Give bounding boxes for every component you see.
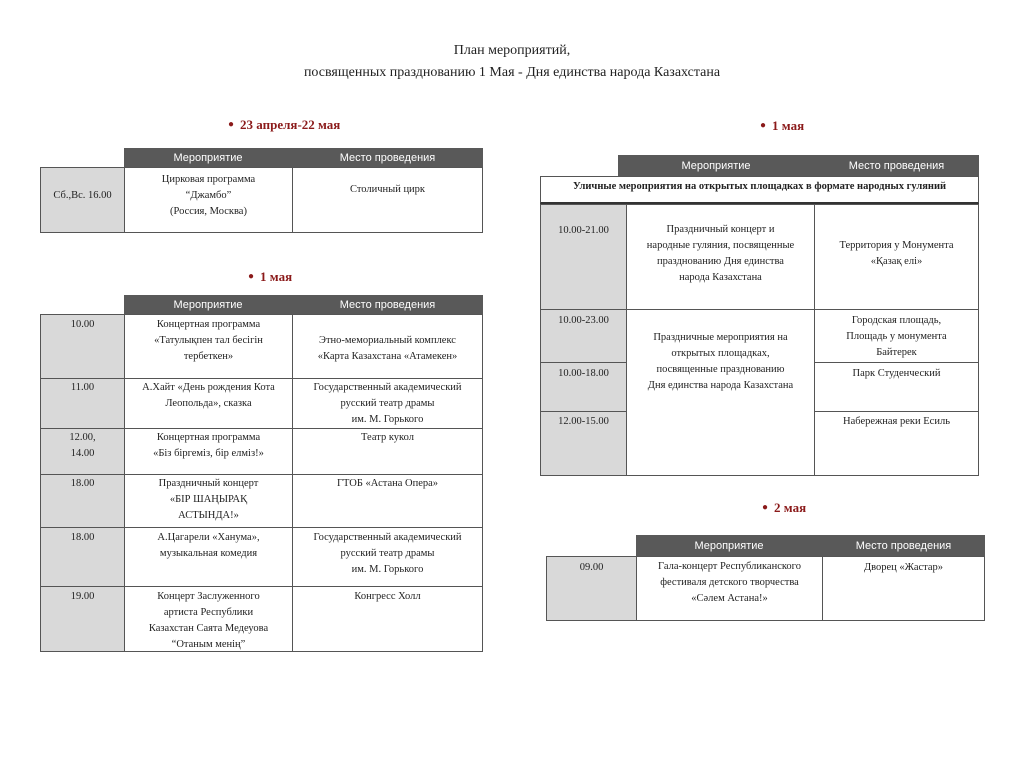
col-place: Место проведения: [848, 159, 945, 172]
table-apr-event-cell: Цирковая программа “Джамбо” (Россия, Москва): [124, 167, 293, 233]
table-apr-time-cell: Сб.,Вс. 16.00: [40, 167, 125, 233]
table-row: 12.00, 14.00: [69, 432, 96, 459]
col-event: Мероприятие: [694, 539, 764, 552]
page-title: [0, 40, 1024, 84]
table-row-event: Праздничный концерт и народные гуляния, посвященные празднованию Дня единства народа Казахстана: [646, 224, 795, 283]
table-row: 10.00-18.00: [558, 368, 609, 379]
bullet-may1-right: ● 1 мая: [760, 118, 805, 133]
table-apr-place-cell: Столичный цирк: [292, 167, 483, 233]
table-row-place: Этно-мемориальный комплекс «Карта Казахстана «Атамекен»: [317, 335, 458, 362]
col-event: Мероприятие: [173, 298, 243, 311]
may1-right-time-column: [540, 204, 627, 476]
table-row-place: Территория у Монумента «Қазақ елі»: [839, 240, 954, 267]
bullet-icon: ●: [760, 120, 767, 131]
table-row-event: А.Хайт «День рождения Кота Леопольда», сказка: [142, 382, 275, 409]
col-event: Мероприятие: [173, 151, 243, 164]
bullet-apr: ● 23 апреля-22 мая: [228, 117, 341, 132]
col-place: Место проведения: [339, 298, 436, 311]
table-row-event: А.Цагарели «Ханума», музыкальная комедия: [157, 532, 260, 559]
table-row: 10.00: [70, 319, 95, 330]
title-line-1: План мероприятий,: [453, 43, 571, 58]
table-row-event: Концертная программа «Біз біргеміз, бір елміз!»: [153, 432, 264, 459]
table-row-event: Концертная программа «Татулықпен тал бесігін тербеткен»: [154, 319, 263, 362]
col-place: Место проведения: [339, 151, 436, 164]
table-row: 10.00-23.00: [558, 315, 609, 326]
table-row-place: Театр кукол: [361, 432, 414, 443]
table-may1-left-header: [124, 295, 483, 314]
table-row-place: Государственный академический русский театр драмы им. М. Горького: [313, 532, 462, 575]
table-row-place: Городская площадь, Площадь у монумента Байтерек: [846, 315, 947, 358]
title-line-2: посвященных празднованию 1 Мая - Дня единства народа Казахстана: [303, 65, 721, 80]
table-row-event: Праздничные мероприятия на открытых площадках, посвященные празднованию Дня единства народа Казахстана: [647, 332, 794, 391]
bullet-icon: ●: [762, 502, 769, 513]
table-may2-header: [636, 535, 985, 556]
table-row-event: Концерт Заслуженного артиста Республики Казахстан Саята Медеуова “Отаным менің”: [148, 591, 269, 650]
table-row: 12.00-15.00: [558, 416, 609, 427]
table-may1-right-header: [618, 155, 979, 176]
table-may2-place-cell: Дворец «Жастар»: [822, 556, 985, 621]
table-row: 18.00: [70, 532, 95, 543]
bullet-may2: ● 2 мая: [762, 500, 807, 515]
table-row-place: ГТОБ «Астана Опера»: [336, 478, 439, 489]
table-apr-header: [124, 148, 483, 167]
table-may2-time-cell: 09.00: [546, 556, 637, 621]
col-place: Место проведения: [855, 539, 952, 552]
col-event: Мероприятие: [681, 159, 751, 172]
table-row: 11.00: [70, 382, 95, 393]
table-row-place: Парк Студенческий: [852, 368, 941, 379]
table-may2-event-cell: Гала-концерт Республиканского фестиваля детского творчества «Сәлем Астана!»: [636, 556, 823, 621]
bullet-icon: ●: [248, 271, 255, 282]
table-row-event: Праздничный концерт «БІР ШАҢЫРАҚ АСТЫНДА!»: [158, 478, 259, 521]
table-may1-right-subheader: Уличные мероприятия на открытых площадках в формате народных гуляний: [540, 176, 979, 204]
table-row-place: Государственный академический русский театр драмы им. М. Горького: [313, 382, 462, 425]
table-row-place: Набережная реки Есиль: [843, 416, 950, 427]
table-row-place: Конгресс Холл: [354, 591, 421, 602]
table-row: 19.00: [70, 591, 95, 602]
bullet-may1-left: ● 1 мая: [248, 269, 293, 284]
table-row: 18.00: [70, 478, 95, 489]
bullet-icon: ●: [228, 119, 235, 130]
table-row: 10.00-21.00: [558, 225, 609, 236]
